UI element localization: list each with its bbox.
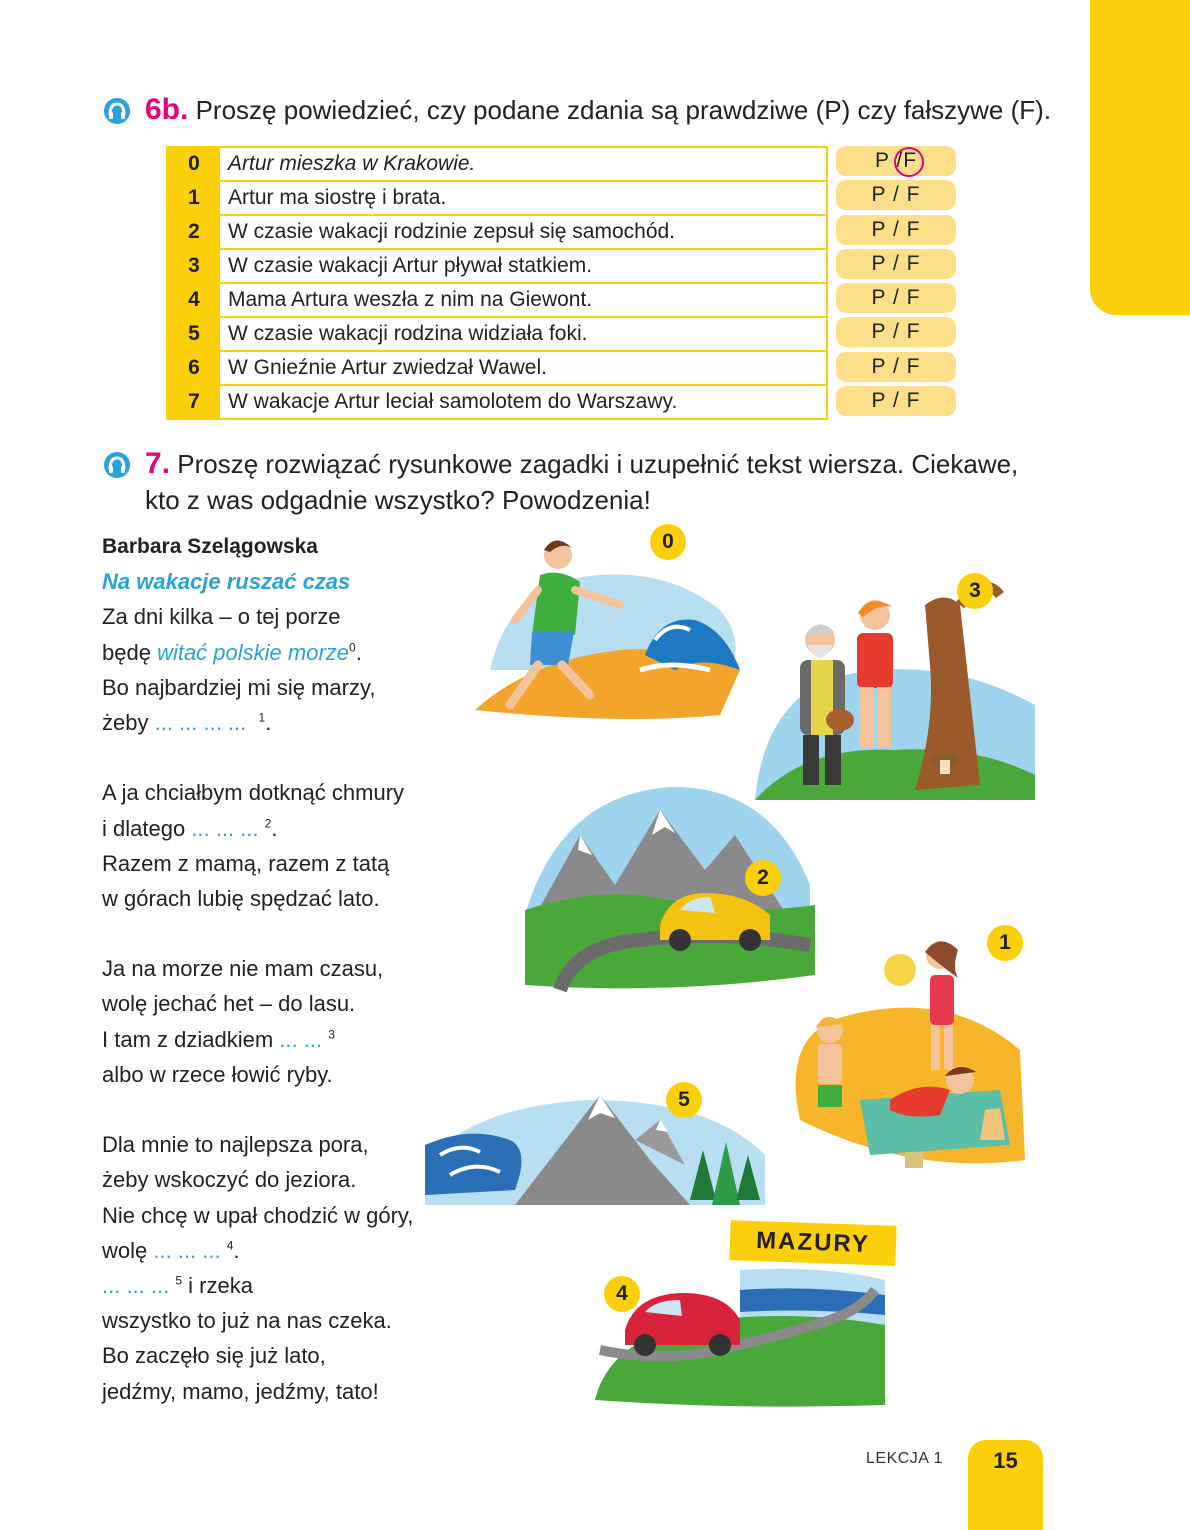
picture-badge: 4 (604, 1276, 640, 1312)
page-number-tab (968, 1440, 1043, 1530)
row-sentence: W czasie wakacji rodzina widziała foki. (220, 317, 827, 351)
picture-badge: 0 (650, 524, 686, 560)
text: I tam z dziadkiem (102, 1026, 280, 1052)
footnote-number: 2 (264, 816, 272, 831)
text: i dlatego (102, 815, 192, 841)
row-sentence: Artur ma siostrę i brata. (220, 181, 827, 215)
true-false-table (166, 146, 828, 420)
exercise-instruction-line2: kto z was odgadnie wszystko? Powodzenia! (145, 485, 651, 515)
answer-text: P / F (871, 251, 921, 275)
sea-mountain-forest-illustration (420, 1080, 770, 1215)
picture-badge: 2 (745, 860, 781, 896)
row-sentence: Mama Artura weszła z nim na Giewont. (220, 283, 827, 317)
row-number: 5 (167, 317, 220, 351)
text: . (271, 815, 278, 841)
mazury-car-illustration (590, 1250, 890, 1410)
row-sentence: W czasie wakacji Artur pływał statkiem. (220, 249, 827, 283)
poem-line: Dla mnie to najlepsza pora, (102, 1132, 369, 1158)
poem-line (102, 1233, 462, 1268)
stanza-gap (102, 916, 462, 951)
exercise-number: 7. (145, 447, 171, 480)
poem (102, 529, 462, 1409)
poem-line: Ja na morze nie mam czasu, (102, 956, 384, 982)
answer-blank[interactable]: ... ... (279, 1026, 323, 1052)
exercise-6b-heading (145, 92, 1051, 128)
footnote-number: 0 (349, 640, 356, 655)
answer-column (836, 146, 956, 420)
poem-line: Bo najbardziej mi się marzy, (102, 674, 376, 700)
table-row (167, 181, 827, 215)
text: żeby (102, 709, 155, 735)
example-answer: witać polskie morze (157, 639, 350, 665)
table-row (167, 249, 827, 283)
poem-line: Nie chcę w upał chodzić w góry, (102, 1202, 414, 1228)
exercise-instruction: Proszę powiedzieć, czy podane zdania są prawdziwe (P) czy fałszywe (F). (195, 95, 1052, 125)
answer-blank[interactable]: ... ... ... (153, 1237, 221, 1263)
exercise-7-heading (145, 446, 1018, 482)
row-sentence: W Gnieźnie Artur zwiedzał Wawel. (220, 351, 827, 385)
answer-text: P / F (871, 354, 921, 378)
answer-blank[interactable]: ... ... ... (102, 1272, 170, 1298)
listen-icon (102, 96, 132, 126)
row-number: 3 (167, 249, 220, 283)
table-row (167, 351, 827, 385)
table-row (167, 385, 827, 419)
text: i rzeka (182, 1272, 253, 1298)
poem-line: żeby wskoczyć do jeziora. (102, 1167, 357, 1193)
lesson-label: LEKCJA 1 (866, 1450, 943, 1467)
poem-line (102, 1022, 462, 1057)
stanza-gap (102, 1092, 462, 1127)
answer-choice[interactable] (836, 317, 956, 347)
picture-badge: 3 (957, 573, 993, 609)
beach-kids-illustration (780, 920, 1030, 1175)
poem-line: Bo zaczęło się już lato, (102, 1343, 326, 1369)
answer-choice[interactable] (836, 352, 956, 382)
text: . (355, 639, 362, 665)
circled-answer-mark (894, 147, 924, 177)
row-sentence: W czasie wakacji rodzinie zepsuł się samochód. (220, 215, 827, 249)
answer-choice[interactable] (836, 386, 956, 416)
text: będę (102, 639, 158, 665)
poem-line (102, 1268, 462, 1303)
answer-text: P / F (871, 389, 921, 413)
exercise-instruction-line1: Proszę rozwiązać rysunkowe zagadki i uzupełnić tekst wiersza. Ciekawe, (177, 449, 1019, 479)
row-number: 2 (167, 215, 220, 249)
stanza-gap (102, 740, 462, 775)
footnote-number: 5 (175, 1273, 183, 1288)
text: wolę (102, 1237, 154, 1263)
row-number: 6 (167, 351, 220, 385)
table-row (167, 283, 827, 317)
row-number: 1 (167, 181, 220, 215)
picture-badge: 5 (666, 1082, 702, 1118)
answer-choice[interactable] (836, 249, 956, 279)
poem-line: A ja chciałbym dotknąć chmury (102, 780, 405, 806)
answer-choice[interactable] (836, 180, 956, 210)
table-row (167, 147, 827, 181)
table-row (167, 317, 827, 351)
poem-title: Na wakacje ruszać czas (102, 569, 351, 595)
row-number: 7 (167, 385, 220, 419)
row-number: 4 (167, 283, 220, 317)
answer-choice[interactable] (836, 146, 956, 176)
poem-line (102, 705, 462, 740)
answer-choice[interactable] (836, 283, 956, 313)
text: . (265, 709, 272, 735)
answer-blank[interactable]: ... ... ... ... (154, 709, 247, 735)
poem-line (102, 811, 462, 846)
poem-line: Za dni kilka – o tej porze (102, 604, 341, 630)
poem-author: Barbara Szelągowska (102, 535, 318, 558)
poem-line (102, 635, 462, 670)
answer-text: P / F (871, 183, 921, 207)
table-row (167, 215, 827, 249)
answer-text: P / F (871, 320, 921, 344)
poem-line: wolę jechać het – do lasu. (102, 991, 356, 1017)
poem-line: wszystko to już na nas czeka. (102, 1308, 392, 1334)
row-sentence: W wakacje Artur leciał samolotem do Warszawy. (220, 385, 827, 419)
text: . (233, 1237, 240, 1263)
boy-at-sea-illustration (470, 520, 760, 730)
chapter-tab (1090, 0, 1190, 315)
poem-line: Razem z mamą, razem z tatą (102, 850, 390, 876)
answer-blank[interactable]: ... ... ... (191, 815, 259, 841)
row-number: 0 (167, 147, 220, 181)
footnote-number: 4 (226, 1238, 234, 1253)
poem-line: jedźmy, mamo, jedźmy, tato! (102, 1378, 379, 1404)
exercise-number: 6b. (145, 93, 189, 126)
footnote-number: 1 (258, 710, 266, 725)
footnote-number: 3 (328, 1027, 335, 1042)
picture-badge: 1 (987, 925, 1023, 961)
page-number: 15 (993, 1448, 1018, 1473)
answer-choice[interactable] (836, 215, 956, 245)
answer-text: P /F (874, 149, 918, 172)
mazury-sign: MAZURY (729, 1220, 896, 1266)
poem-line: w górach lubię spędzać lato. (102, 885, 380, 911)
answer-text: P / F (871, 217, 921, 241)
answer-text: P / F (871, 286, 921, 310)
listen-icon (102, 450, 132, 480)
row-sentence: Artur mieszka w Krakowie. (220, 147, 827, 181)
forest-mushrooms-illustration (745, 575, 1040, 805)
poem-line: albo w rzece łowić ryby. (102, 1061, 333, 1087)
